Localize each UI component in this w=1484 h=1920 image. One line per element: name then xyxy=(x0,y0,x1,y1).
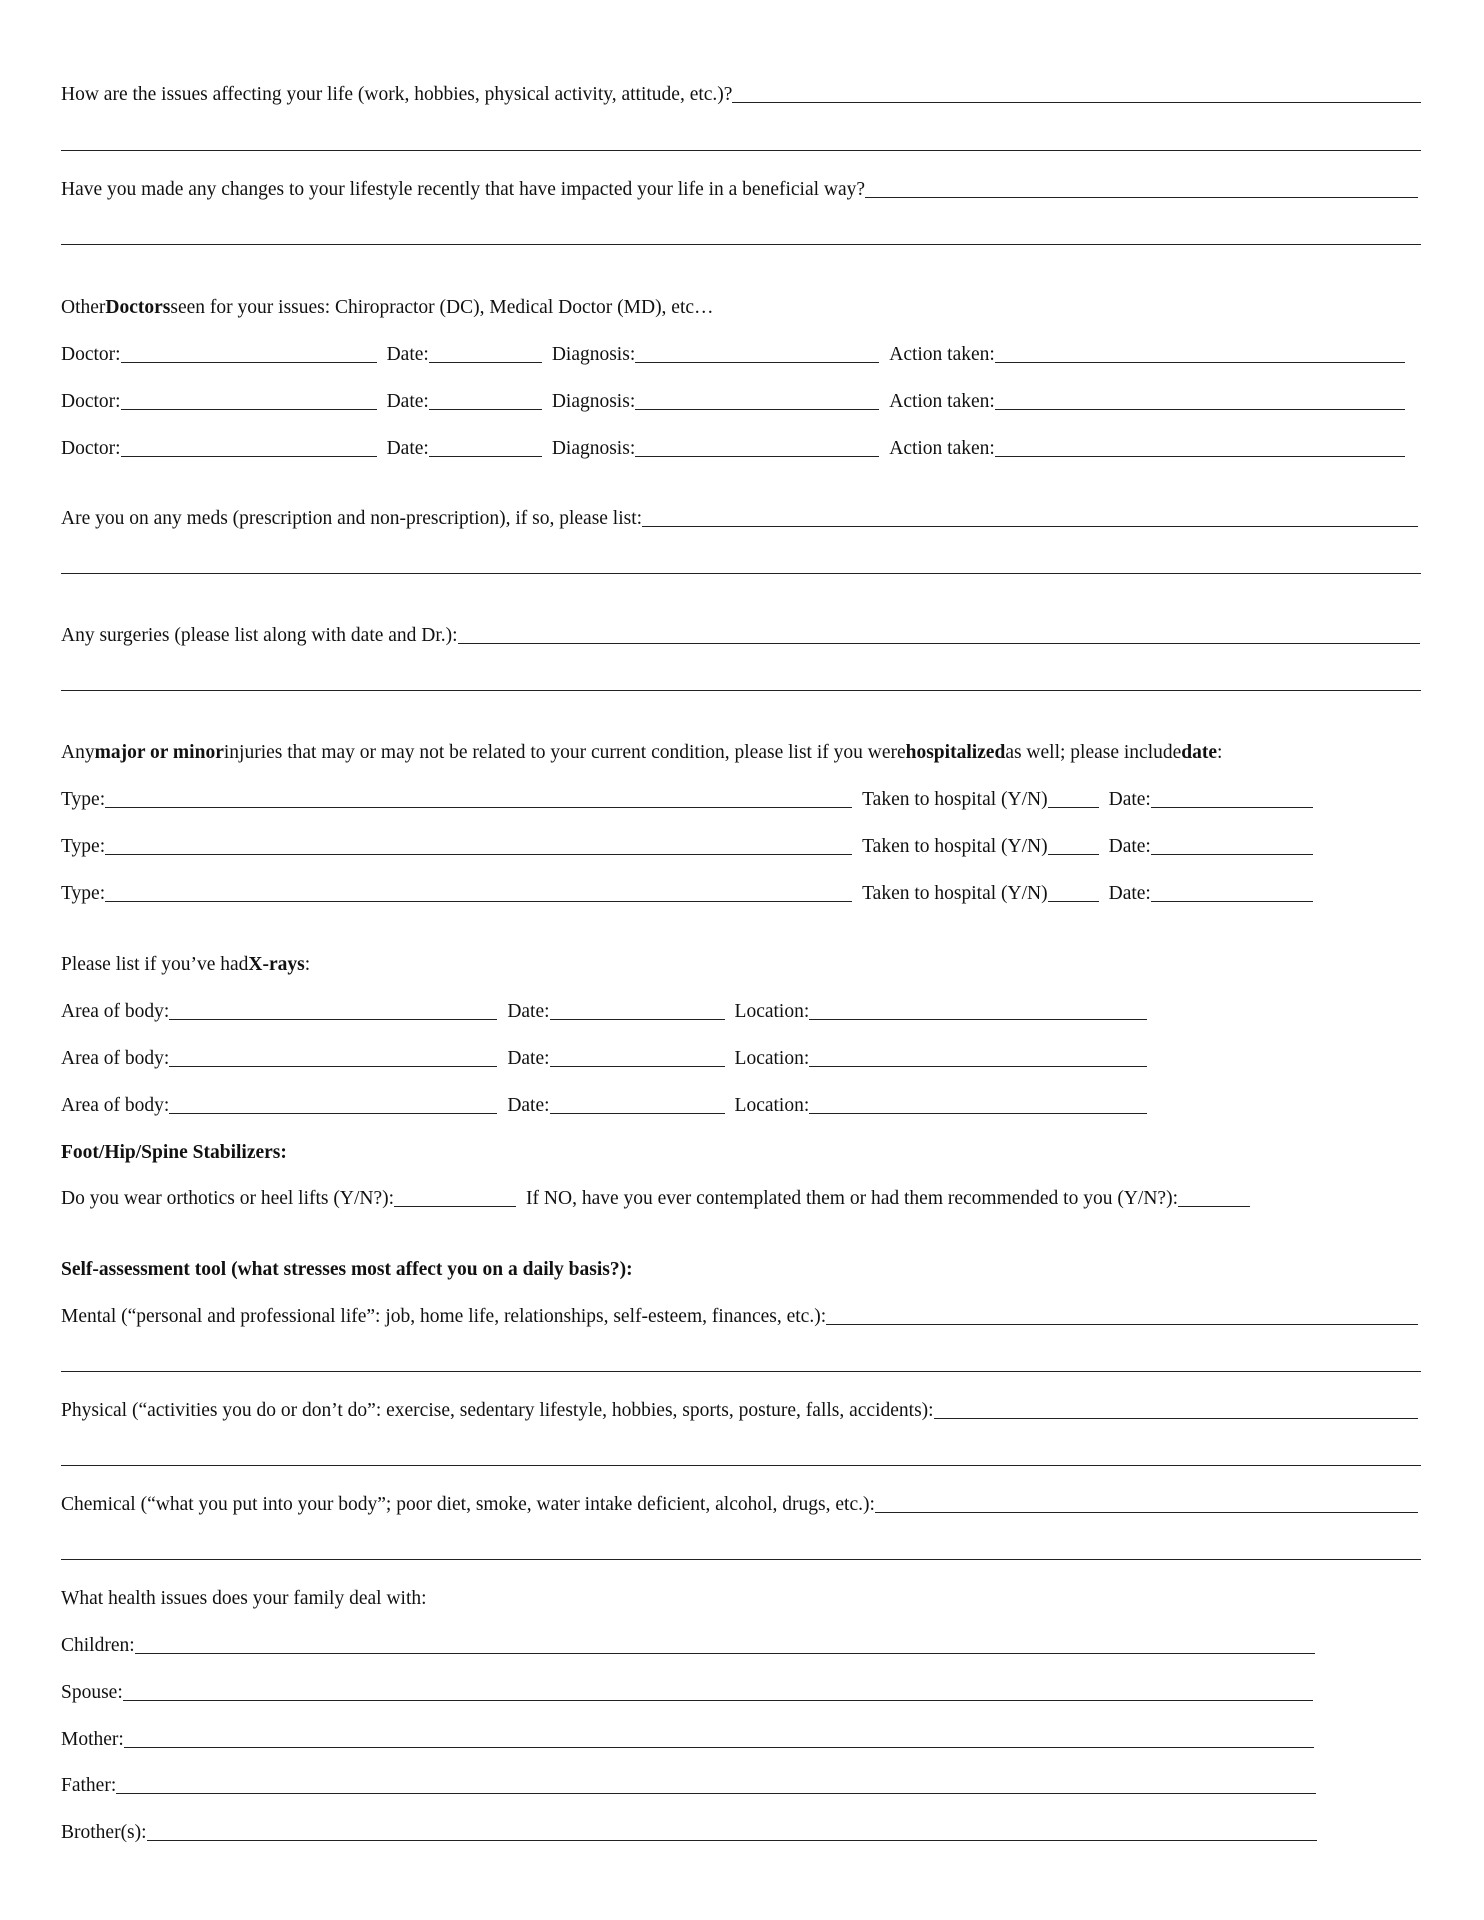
lifestyle-changes-row xyxy=(61,175,1418,201)
doctor-label: Doctor: xyxy=(61,391,121,412)
doctor-row xyxy=(61,434,1405,460)
chemical-row xyxy=(61,1490,1418,1516)
surgeries-row xyxy=(61,621,1420,647)
injury-date-field[interactable] xyxy=(1151,836,1313,855)
injuries-intro-bold-2: hospitalized xyxy=(905,742,1006,763)
doctor-label: Doctor: xyxy=(61,438,121,459)
lifestyle-changes-field-line-2[interactable] xyxy=(61,244,1421,245)
life-impact-field-line-2[interactable] xyxy=(61,150,1421,151)
doctor-date-field[interactable] xyxy=(429,344,542,363)
father-field[interactable] xyxy=(116,1775,1316,1794)
action-taken-field[interactable] xyxy=(995,391,1405,410)
injuries-intro-part-2: injuries that may or may not be related to your current condition, please list if you were xyxy=(223,742,906,763)
diagnosis-field[interactable] xyxy=(635,344,879,363)
stabilizers-heading: Foot/Hip/Spine Stabilizers: xyxy=(61,1142,287,1163)
doctor-field[interactable] xyxy=(121,391,377,410)
xray-row xyxy=(61,1044,1147,1070)
xrays-intro-prefix: Please list if you’ve had xyxy=(61,954,249,975)
injuries-intro-part-1: Any xyxy=(61,742,95,763)
doctor-date-label: Date: xyxy=(386,344,429,365)
xray-date-field[interactable] xyxy=(550,1095,725,1114)
children-label: Children: xyxy=(61,1635,135,1656)
xray-area-field[interactable] xyxy=(169,1001,497,1020)
self-assessment-heading: Self-assessment tool (what stresses most affect you on a daily basis?): xyxy=(61,1259,633,1280)
orthotics-question: Do you wear orthotics or heel lifts (Y/N?): xyxy=(61,1188,395,1209)
family-question: What health issues does your family deal with: xyxy=(61,1588,427,1609)
children-row xyxy=(61,1631,1315,1657)
injury-type-label: Type: xyxy=(61,836,106,857)
doctors-intro-bold: Doctors xyxy=(105,297,171,318)
xray-date-label: Date: xyxy=(507,1048,550,1069)
doctor-row xyxy=(61,387,1405,413)
doctor-field[interactable] xyxy=(121,344,377,363)
chemical-question: Chemical (“what you put into your body”; poor diet, smoke, water intake deficient, alcohol, drugs, etc.): xyxy=(61,1494,875,1515)
spouse-label: Spouse: xyxy=(61,1682,123,1703)
physical-field-line-2[interactable] xyxy=(61,1465,1421,1466)
injury-type-field[interactable] xyxy=(105,883,852,902)
brothers-label: Brother(s): xyxy=(61,1822,147,1843)
xray-row xyxy=(61,997,1147,1023)
orthotics-recommended-question: If NO, have you ever contemplated them or had them recommended to you (Y/N?): xyxy=(526,1188,1178,1209)
surgeries-field-line-2[interactable] xyxy=(61,690,1421,691)
injury-date-label: Date: xyxy=(1108,789,1151,810)
xray-date-label: Date: xyxy=(507,1001,550,1022)
injury-row xyxy=(61,879,1313,905)
father-label: Father: xyxy=(61,1775,117,1796)
hospital-label: Taken to hospital (Y/N) xyxy=(862,836,1048,857)
orthotics-recommended-field[interactable] xyxy=(1178,1188,1250,1207)
mental-field[interactable] xyxy=(826,1306,1418,1325)
xray-date-field[interactable] xyxy=(550,1001,725,1020)
action-taken-label: Action taken: xyxy=(889,344,995,365)
meds-field[interactable] xyxy=(642,508,1418,527)
physical-row xyxy=(61,1396,1418,1422)
xray-location-field[interactable] xyxy=(809,1048,1147,1067)
xray-row xyxy=(61,1091,1147,1117)
injury-row xyxy=(61,785,1313,811)
physical-question: Physical (“activities you do or don’t do”: exercise, sedentary lifestyle, hobbies, sports, posture, falls, accidents): xyxy=(61,1400,934,1421)
xray-area-label: Area of body: xyxy=(61,1001,170,1022)
doctor-date-label: Date: xyxy=(386,391,429,412)
diagnosis-field[interactable] xyxy=(635,391,879,410)
stabilizers-heading-row xyxy=(61,1138,287,1164)
doctor-field[interactable] xyxy=(121,438,377,457)
mother-row xyxy=(61,1725,1314,1751)
injury-type-label: Type: xyxy=(61,883,106,904)
meds-row xyxy=(61,504,1418,530)
injuries-intro-part-4: : xyxy=(1217,742,1223,763)
hospital-label: Taken to hospital (Y/N) xyxy=(862,789,1048,810)
brothers-field[interactable] xyxy=(147,1822,1317,1841)
hospital-label: Taken to hospital (Y/N) xyxy=(862,883,1048,904)
doctors-intro xyxy=(61,293,714,319)
surgeries-field[interactable] xyxy=(458,625,1420,644)
children-field[interactable] xyxy=(135,1635,1315,1654)
orthotics-row xyxy=(61,1184,1250,1210)
brothers-row xyxy=(61,1818,1317,1844)
hospital-yn-field[interactable] xyxy=(1048,883,1099,902)
injuries-intro-part-3: as well; please include xyxy=(1005,742,1182,763)
life-impact-question: How are the issues affecting your life (work, hobbies, physical activity, attitude, etc.)? xyxy=(61,84,733,105)
spouse-field[interactable] xyxy=(123,1682,1313,1701)
injuries-intro-bold-1: major or minor xyxy=(94,742,224,763)
mother-label: Mother: xyxy=(61,1729,124,1750)
action-taken-field[interactable] xyxy=(995,438,1405,457)
injuries-intro-bold-3: date xyxy=(1181,742,1218,763)
injury-row xyxy=(61,832,1313,858)
doctor-date-field[interactable] xyxy=(429,391,542,410)
self-assessment-heading-row xyxy=(61,1255,633,1281)
action-taken-label: Action taken: xyxy=(889,438,995,459)
surgeries-question: Any surgeries (please list along with date and Dr.): xyxy=(61,625,458,646)
xray-location-label: Location: xyxy=(734,1048,810,1069)
meds-question: Are you on any meds (prescription and non-prescription), if so, please list: xyxy=(61,508,643,529)
xray-location-field[interactable] xyxy=(809,1095,1147,1114)
doctors-intro-prefix: Other xyxy=(61,297,106,318)
xray-location-field[interactable] xyxy=(809,1001,1147,1020)
injury-type-label: Type: xyxy=(61,789,106,810)
injury-type-field[interactable] xyxy=(105,836,852,855)
physical-field[interactable] xyxy=(934,1400,1418,1419)
spouse-row xyxy=(61,1678,1313,1704)
xray-area-field[interactable] xyxy=(169,1048,497,1067)
hospital-yn-field[interactable] xyxy=(1048,836,1099,855)
xray-area-label: Area of body: xyxy=(61,1048,170,1069)
lifestyle-changes-question: Have you made any changes to your lifestyle recently that have impacted your life in a beneficial way? xyxy=(61,179,866,200)
hospital-yn-field[interactable] xyxy=(1048,789,1099,808)
xray-date-label: Date: xyxy=(507,1095,550,1116)
action-taken-label: Action taken: xyxy=(889,391,995,412)
doctor-label: Doctor: xyxy=(61,344,121,365)
injury-date-label: Date: xyxy=(1108,883,1151,904)
action-taken-field[interactable] xyxy=(995,344,1405,363)
injury-date-label: Date: xyxy=(1108,836,1151,857)
injury-type-field[interactable] xyxy=(105,789,852,808)
chemical-field-line-2[interactable] xyxy=(61,1559,1421,1560)
diagnosis-field[interactable] xyxy=(635,438,879,457)
mother-field[interactable] xyxy=(124,1729,1314,1748)
mental-field-line-2[interactable] xyxy=(61,1371,1421,1372)
xray-location-label: Location: xyxy=(734,1001,810,1022)
xray-area-label: Area of body: xyxy=(61,1095,170,1116)
orthotics-field[interactable] xyxy=(394,1188,516,1207)
doctor-row xyxy=(61,340,1405,366)
doctors-intro-suffix: seen for your issues: Chiropractor (DC), Medical Doctor (MD), etc… xyxy=(170,297,714,318)
family-question-row xyxy=(61,1584,427,1610)
xrays-intro-bold: X-rays xyxy=(248,954,305,975)
doctor-date-field[interactable] xyxy=(429,438,542,457)
xrays-intro xyxy=(61,950,310,976)
father-row xyxy=(61,1771,1316,1797)
injuries-intro xyxy=(61,738,1222,764)
diagnosis-label: Diagnosis: xyxy=(551,438,636,459)
xray-date-field[interactable] xyxy=(550,1048,725,1067)
xrays-intro-suffix: : xyxy=(304,954,311,975)
xray-location-label: Location: xyxy=(734,1095,810,1116)
meds-field-line-2[interactable] xyxy=(61,573,1421,574)
chemical-field[interactable] xyxy=(875,1494,1418,1513)
doctor-date-label: Date: xyxy=(386,438,429,459)
injury-date-field[interactable] xyxy=(1151,789,1313,808)
mental-question: Mental (“personal and professional life”: job, home life, relationships, self-esteem, finances, etc.): xyxy=(61,1306,827,1327)
diagnosis-label: Diagnosis: xyxy=(551,391,636,412)
injury-date-field[interactable] xyxy=(1151,883,1313,902)
mental-row xyxy=(61,1302,1418,1328)
xray-area-field[interactable] xyxy=(169,1095,497,1114)
diagnosis-label: Diagnosis: xyxy=(551,344,636,365)
lifestyle-changes-field[interactable] xyxy=(865,179,1418,198)
